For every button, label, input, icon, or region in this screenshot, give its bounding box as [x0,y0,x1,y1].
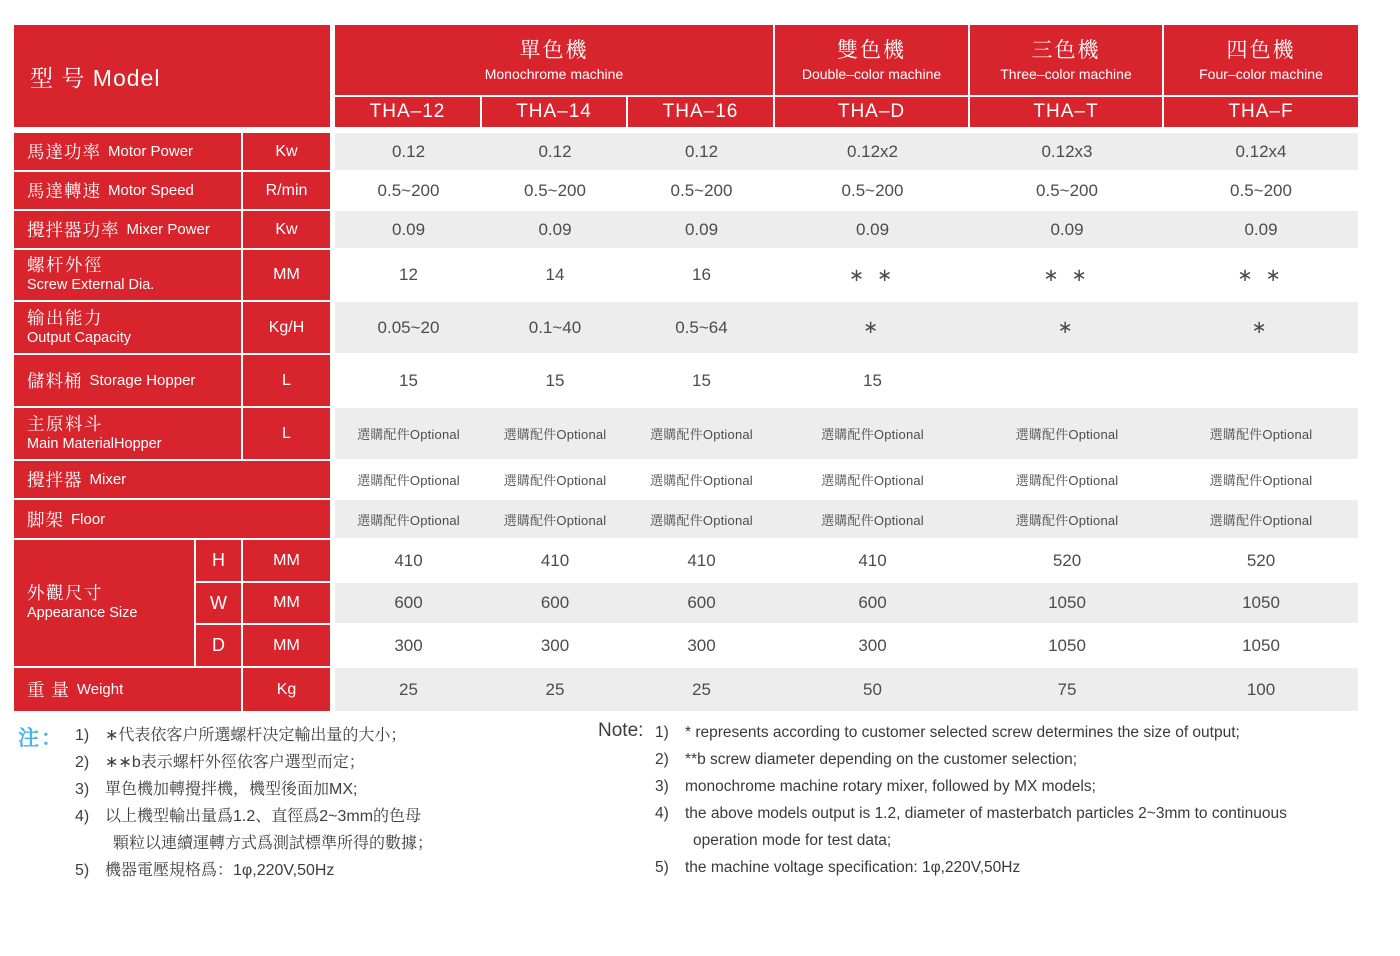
appearance-size-subrow [196,540,330,581]
group-header-cell [1164,25,1358,95]
data-row-screw-external-dia [335,250,1358,300]
row-label-motor-speed [14,172,241,209]
row-label-storage-hopper [14,355,241,406]
value-cell: ∗ ∗ [1237,264,1285,285]
note-item [655,800,1287,854]
value-cell: 520 [1246,550,1276,570]
note-lines [685,719,1240,746]
value-cell: 選購配件Optional [650,427,753,442]
value-cell: 選購配件Optional [1015,473,1119,488]
label-row [14,461,330,498]
spec-table [14,25,1358,711]
notes-chinese-list [75,722,433,884]
data-rows [335,133,1358,711]
note-item [75,776,433,803]
appearance-size-subrow [196,625,330,666]
notes-chinese-label: 注： [18,727,64,750]
row-label-cn: 主原料斗 [27,413,103,434]
value-cell: 選購配件Optional [821,473,924,488]
value-cell: 520 [1052,550,1082,570]
note-lines [105,803,433,857]
value-cell: 1050 [1242,593,1280,612]
value-cell: 1050 [1242,635,1280,655]
value-cell: ∗ ∗ [848,264,897,285]
value-cell: 1050 [1048,635,1086,655]
note-number: 1) [75,727,90,744]
group-header-cell [775,25,970,95]
value-cell: 選購配件Optional [650,473,753,488]
value-cell: 300 [394,635,423,655]
note-item [655,746,1287,773]
value-cell: 25 [399,679,418,699]
group-header-cell [970,25,1164,95]
value-cell: 25 [692,679,711,699]
notes-english-label: Note: [598,720,644,741]
notes-english-list [655,719,1287,881]
value-cell: 0.09 [1050,219,1084,239]
value-cell: 410 [687,550,716,570]
data-row-main-material-hopper [335,408,1358,459]
note-line: 單色機加轉攪拌機，機型後面加MX; [105,781,358,798]
dimension-cell: W [196,583,241,623]
value-cell: ∗ [1251,317,1271,337]
row-label-cn: 输出能力 [27,307,103,328]
group-name-cn: 四色機 [1226,39,1296,63]
value-cell: 0.09 [538,219,572,239]
label-row [14,668,330,711]
value-cell: 0.09 [391,219,426,239]
value-cell: 300 [540,635,570,655]
value-cell: 0.5~200 [377,180,440,200]
note-line: 以上機型輸出量爲1.2、直徑爲2~3mm的色母 [105,808,422,825]
appearance-size-subrow [196,583,330,623]
group-name-en: Double–color machine [801,65,942,82]
row-label-en: Motor Speed [108,182,194,199]
model-header-label: 型 号 Model [30,64,161,91]
value-cell: 0.09 [855,219,890,239]
value-cell: 選購配件Optional [357,473,460,488]
note-lines [685,800,1287,854]
group-header-cell [335,25,775,95]
label-row [14,250,330,300]
value-cell [1164,355,1358,406]
group-name-cn: 雙色機 [837,39,906,63]
row-label-en: Mixer [89,471,127,488]
note-item [655,719,1287,746]
data-row-motor-speed [335,172,1358,209]
data-row-floor [335,500,1358,538]
value-cell: 15 [399,370,418,390]
unit-cell: MM [243,540,330,581]
value-cell [970,355,1164,406]
row-label-en: Main MaterialHopper [27,435,162,452]
value-cell: 0.5~200 [1036,180,1098,200]
note-number: 5) [75,862,90,879]
data-row-mixer [335,461,1358,498]
data-row-size-h [335,540,1358,581]
value-cell: 15 [545,370,565,390]
value-cell: 600 [858,593,887,612]
note-line: * represents according to customer selected screw determines the size of output; [685,724,1240,741]
row-label-output-capacity [14,302,241,353]
model-name-cell: THA–16 [628,97,775,127]
note-lines [685,773,1096,800]
value-cell: 0.12 [538,141,572,161]
value-cell: 15 [692,370,711,390]
value-cell: 選購配件Optional [650,512,753,528]
value-cell: 0.12 [684,141,719,161]
value-cell: 12 [399,265,418,284]
data-row-storage-hopper [335,355,1358,406]
note-line: ∗代表依客户所選螺杆决定輸出量的大小； [105,727,407,744]
note-lines [685,854,1020,881]
value-cell: 選購配件Optional [1209,512,1313,528]
note-line: the above models output is 1.2, diameter of masterbatch particles 2~3mm to continuous [685,805,1287,822]
row-label-motor-power [14,133,241,170]
row-label-en: Output Capacity [27,329,131,346]
value-cell: 15 [863,370,882,390]
row-label-column [14,25,330,713]
note-lines [105,776,357,803]
unit-cell: MM [243,583,330,623]
value-cell: 0.5~200 [670,180,733,200]
value-cell: 300 [858,635,887,655]
data-row-output-capacity [335,302,1358,353]
label-row [14,211,330,248]
value-cell: 選購配件Optional [1015,427,1119,442]
row-label-appearance-size [14,540,194,666]
row-label-cn: 外觀尺寸 [27,583,103,604]
note-item [75,722,433,749]
unit-cell: MM [243,250,330,300]
value-cell: 選購配件Optional [357,427,460,442]
value-cell: ∗ [1057,317,1077,337]
model-name-cell: THA–12 [335,97,482,127]
notes-chinese [18,722,433,884]
value-cell: 410 [540,550,570,570]
note-item [75,749,433,776]
note-item [655,773,1287,800]
note-number: 4) [655,805,669,822]
note-line: the machine voltage specification: 1φ,220V,50Hz [685,859,1021,876]
row-label-cn: 重 量 [27,680,70,700]
row-label-cn: 脚架 [27,509,64,530]
value-cell: 50 [863,679,882,699]
dimension-cell: D [196,625,241,666]
note-number: 2) [655,751,669,768]
row-label-mixer-power [14,211,241,248]
value-cell: 600 [687,593,716,612]
group-name-en: Four–color machine [1199,65,1323,82]
label-row [14,500,330,538]
value-cell: 選購配件Optional [1015,512,1119,528]
value-cell: ∗ ∗ [1043,264,1091,285]
value-cell: 0.09 [1244,219,1278,239]
note-line: operation mode for test data; [693,832,892,849]
row-label-cn: 螺杆外徑 [27,255,103,276]
unit-cell: Kg [243,668,330,711]
unit-cell: R/min [243,172,330,209]
value-cell: 選購配件Optional [503,427,607,442]
value-cell: 75 [1057,679,1077,699]
row-label-cn: 馬達功率 [27,142,101,162]
row-label-screw-external-dia [14,250,241,300]
value-cell: 0.5~200 [524,180,586,200]
note-line: ∗∗b表示螺杆外徑依客户選型而定； [105,754,365,771]
row-label-en: Motor Power [108,143,194,160]
value-cell: 選購配件Optional [821,512,924,528]
row-label-en: Screw External Dia. [27,277,155,294]
value-cell: 16 [692,265,711,284]
label-row [14,172,330,209]
note-number: 1) [655,724,669,741]
note-lines [105,857,334,884]
value-cell: 0.09 [684,219,719,239]
label-row [14,355,330,406]
unit-cell: L [243,355,330,406]
row-label-cn: 儲料桶 [27,371,83,391]
note-number: 3) [75,781,90,798]
note-lines [105,722,406,749]
row-label-en: Mixer Power [126,221,210,238]
value-cell: 1050 [1048,593,1086,612]
row-label-cn: 攪拌器 [27,470,83,490]
note-number: 3) [655,778,669,795]
value-cell: 0.5~64 [675,317,728,337]
note-line: 顆粒以連續運轉方式爲測試標準所得的數據； [113,835,434,852]
data-row-motor-power [335,133,1358,170]
note-number: 2) [75,754,90,771]
data-row-mixer-power [335,211,1358,248]
value-cell: 選購配件Optional [1209,427,1313,442]
note-number: 5) [655,859,669,876]
value-cell: ∗ [862,317,883,337]
value-cell: 選購配件Optional [821,427,924,442]
model-name-cell: THA–14 [482,97,628,127]
value-cell: 0.12x3 [1041,141,1093,161]
value-cell: 600 [394,593,423,612]
note-number: 4) [75,808,90,825]
note-line: **b screw diameter depending on the customer selection; [685,751,1078,768]
model-header-cell [14,25,330,127]
value-cell: 100 [1246,679,1276,699]
row-label-weight [14,668,241,711]
model-header-row [335,97,1358,127]
value-cell: 0.12x4 [1235,141,1287,161]
model-name-cell: THA–F [1164,97,1358,127]
note-lines [105,749,365,776]
value-cell: 25 [545,679,565,699]
unit-cell: Kw [243,211,330,248]
unit-cell: Kg/H [243,302,330,353]
value-cell: 410 [394,550,423,570]
notes-english [598,719,1287,881]
row-label-cn: 攪拌器功率 [27,220,120,240]
row-label-en: Floor [71,510,106,528]
note-line: monochrome machine rotary mixer, followed by MX models; [685,778,1096,795]
row-label-cn: 馬達轉速 [27,181,101,201]
value-cell: 300 [687,635,716,655]
value-cell: 14 [545,265,565,284]
row-label-main-material-hopper [14,408,241,459]
group-name-en: Monochrome machine [484,65,624,82]
value-cell: 選購配件Optional [503,473,607,488]
value-cell: 0.12x2 [846,141,899,161]
row-label-floor [14,500,330,538]
appearance-size-subrows [196,540,330,666]
value-cell: 0.1~40 [528,317,582,337]
dimension-cell: H [196,540,241,581]
data-row-size-w [335,583,1358,623]
value-cell: 600 [540,593,570,612]
label-row [14,133,330,170]
value-cell: 選購配件Optional [357,512,460,528]
row-label-en: Weight [76,681,124,698]
unit-cell: MM [243,625,330,666]
value-cell: 410 [858,550,887,570]
data-row-weight [335,668,1358,711]
note-item [75,857,433,884]
value-cell: 選購配件Optional [503,512,607,528]
value-cell: 0.5~200 [841,180,904,200]
group-name-cn: 單色機 [519,39,589,63]
group-header-row [335,25,1358,95]
note-line: 機器電壓規格爲：1φ,220V,50Hz [105,862,335,879]
model-name-cell: THA–D [775,97,970,127]
row-label-en: Storage Hopper [89,372,196,389]
group-name-en: Three–color machine [1000,65,1132,82]
data-column [335,25,1358,713]
label-row [14,408,330,459]
group-name-cn: 三色機 [1031,39,1101,63]
value-cell: 0.5~200 [1230,180,1292,200]
value-cell: 0.12 [391,141,426,161]
unit-cell: L [243,408,330,459]
row-label-mixer [14,461,330,498]
note-item [655,854,1287,881]
model-name-cell: THA–T [970,97,1164,127]
value-cell: 選購配件Optional [1209,473,1313,488]
row-labels [14,133,330,711]
row-label-en: Appearance Size [27,605,138,622]
note-item [75,803,433,857]
value-cell: 0.05~20 [377,317,440,337]
label-row [14,302,330,353]
note-lines [685,746,1077,773]
unit-cell: Kw [243,133,330,170]
appearance-size-block [14,540,330,666]
data-row-size-d [335,625,1358,666]
